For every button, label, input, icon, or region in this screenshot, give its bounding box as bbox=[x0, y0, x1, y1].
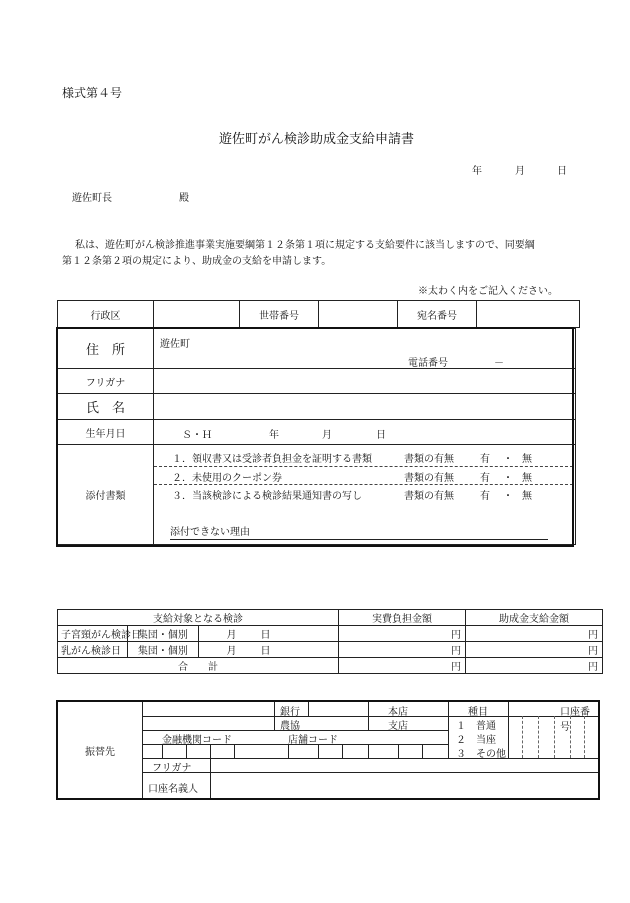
grid-line bbox=[422, 744, 423, 758]
date-day: 日 bbox=[557, 166, 567, 177]
grid-line bbox=[342, 744, 343, 758]
furigana-label: フリガナ bbox=[58, 369, 154, 394]
exam-month: 月 bbox=[226, 646, 237, 657]
page-title: 遊佐町がん検診助成金支給申請書 bbox=[219, 132, 415, 147]
grid-line bbox=[368, 744, 369, 758]
branch-code-label: 店舗コード bbox=[288, 735, 338, 746]
exam-month: 月 bbox=[226, 630, 237, 641]
exam-subsidy-field[interactable]: 円 bbox=[466, 642, 603, 658]
grid-line bbox=[288, 744, 289, 758]
phone-label: 電話番号 bbox=[408, 358, 448, 369]
body-line-2: 第１２条第２項の規定により、助成金の支給を申請します。 bbox=[62, 256, 332, 267]
body-line-1: 私は、遊佐町がん検診推進事業実施要綱第１２条第１項に規定する支給要件に該当しますので、同要綱 bbox=[75, 240, 535, 251]
exam-cost-field[interactable]: 円 bbox=[339, 642, 466, 658]
account-number-label: 口座番号 bbox=[560, 707, 590, 733]
exam-header-target: 支給対象となる検診 bbox=[58, 610, 339, 626]
account-type-option[interactable]: ２ 当座 bbox=[456, 735, 496, 746]
district-field[interactable] bbox=[154, 301, 240, 328]
total-label: 合 計 bbox=[58, 658, 339, 674]
attachment-question: 書類の有無 bbox=[404, 473, 454, 484]
attachment-text: １．領収書又は受診者負担金を証明する書類 bbox=[172, 454, 372, 465]
branch-label[interactable]: 支店 bbox=[388, 721, 408, 732]
attachment-yes[interactable]: 有 bbox=[480, 473, 490, 484]
grid-line bbox=[448, 702, 449, 758]
birthdate-label: 生年月日 bbox=[58, 420, 154, 445]
household-label: 世帯番号 bbox=[240, 301, 319, 328]
birth-year-label: 年 bbox=[269, 430, 279, 441]
attachment-text: ３．当該検診による検診結果通知書の写し bbox=[172, 491, 362, 502]
transfer-label: 振替先 bbox=[58, 702, 143, 798]
attachment-yes[interactable]: 有 bbox=[480, 454, 490, 465]
attachment-yes[interactable]: 有 bbox=[480, 491, 490, 502]
grid-line bbox=[398, 744, 399, 758]
exam-name: 子宮頸がん検診日 bbox=[58, 626, 128, 642]
exam-cost-field[interactable]: 円 bbox=[339, 626, 466, 642]
birth-month-label: 月 bbox=[322, 430, 332, 441]
reason-field[interactable] bbox=[170, 523, 548, 540]
total-cost-field[interactable]: 円 bbox=[339, 658, 466, 674]
holder-section bbox=[142, 758, 598, 798]
digit-divider bbox=[522, 716, 523, 758]
grid-line bbox=[274, 702, 275, 730]
exam-header-cost: 実費負担金額 bbox=[339, 610, 466, 626]
grid-line bbox=[368, 716, 448, 717]
name-field[interactable] bbox=[154, 394, 576, 420]
household-field[interactable] bbox=[319, 301, 398, 328]
head-office-label[interactable]: 本店 bbox=[388, 707, 408, 718]
exam-day: 日 bbox=[260, 646, 271, 657]
attachments-label: 添付書類 bbox=[58, 445, 154, 545]
phone-separator: － bbox=[494, 358, 504, 369]
furigana-field[interactable] bbox=[154, 369, 576, 394]
exam-type[interactable]: 集団・個別 bbox=[128, 642, 198, 658]
birthdate-field[interactable] bbox=[154, 420, 576, 445]
account-type-option[interactable]: １ 普通 bbox=[456, 721, 496, 732]
birth-day-label: 日 bbox=[376, 430, 386, 441]
attachment-row bbox=[172, 469, 572, 483]
holder-name-label: 口座名義人 bbox=[148, 784, 198, 795]
date-month: 月 bbox=[515, 166, 525, 177]
attachment-no[interactable]: 無 bbox=[522, 491, 532, 502]
exam-date[interactable] bbox=[198, 642, 339, 658]
name-label: 氏 名 bbox=[58, 394, 154, 420]
exam-name: 乳がん検診日 bbox=[58, 642, 128, 658]
exam-type[interactable]: 集団・個別 bbox=[128, 626, 198, 642]
attachments-field bbox=[154, 445, 576, 545]
attachment-row bbox=[172, 450, 572, 464]
reason-label: 添付できない理由 bbox=[170, 527, 250, 538]
bank-label[interactable]: 銀行 bbox=[280, 707, 300, 718]
digit-divider bbox=[538, 716, 539, 758]
grid-line bbox=[186, 744, 187, 758]
attachment-dot: ・ bbox=[503, 491, 513, 502]
agri-label[interactable]: 農協 bbox=[280, 721, 300, 732]
dashed-divider bbox=[154, 466, 573, 467]
attachment-question: 書類の有無 bbox=[404, 454, 454, 465]
exam-subsidy-field[interactable]: 円 bbox=[466, 626, 603, 642]
attachment-row bbox=[172, 487, 572, 501]
account-type-label: 種目 bbox=[468, 707, 488, 718]
dashed-divider bbox=[154, 484, 573, 485]
date-year: 年 bbox=[472, 166, 482, 177]
form-number: 様式第４号 bbox=[62, 86, 123, 100]
grid-line bbox=[234, 744, 235, 758]
attachment-no[interactable]: 無 bbox=[522, 473, 532, 484]
account-type-option[interactable]: ３ その他 bbox=[456, 749, 506, 760]
grid-line bbox=[368, 702, 369, 730]
bank-block bbox=[56, 700, 600, 800]
recipient-label: 宛名番号 bbox=[398, 301, 477, 328]
institution-code-label: 金融機関コード bbox=[162, 735, 232, 746]
address-label: 住 所 bbox=[58, 329, 154, 369]
attachment-no[interactable]: 無 bbox=[522, 454, 532, 465]
total-subsidy-field[interactable]: 円 bbox=[466, 658, 603, 674]
bank-grid bbox=[142, 702, 598, 758]
addressee-honorific: 殿 bbox=[179, 193, 189, 204]
applicant-table bbox=[57, 328, 576, 545]
exam-date[interactable] bbox=[198, 626, 339, 642]
grid-line bbox=[318, 744, 319, 758]
address-field[interactable] bbox=[154, 329, 576, 369]
recipient-field[interactable] bbox=[477, 301, 580, 328]
era-label: Ｓ・Ｈ bbox=[182, 430, 212, 441]
district-label: 行政区 bbox=[58, 301, 154, 328]
holder-name-field[interactable] bbox=[211, 773, 597, 798]
grid-line bbox=[508, 702, 509, 758]
attachment-dot: ・ bbox=[503, 473, 513, 484]
address-value: 遊佐町 bbox=[160, 339, 190, 350]
grid-line bbox=[162, 744, 163, 758]
grid-line bbox=[142, 716, 368, 717]
grid-line bbox=[210, 744, 211, 758]
exam-day: 日 bbox=[260, 630, 271, 641]
fill-note: ※太わく内をご記入ください。 bbox=[418, 286, 558, 297]
attachment-dot: ・ bbox=[503, 454, 513, 465]
addressee-name: 遊佐町長 bbox=[72, 193, 112, 204]
exam-table bbox=[57, 609, 603, 674]
grid-line bbox=[308, 702, 309, 716]
digit-divider bbox=[554, 716, 555, 758]
admin-id-row bbox=[57, 300, 580, 328]
holder-furigana-field[interactable] bbox=[211, 758, 597, 772]
exam-header-subsidy: 助成金支給金額 bbox=[466, 610, 603, 626]
attachment-question: 書類の有無 bbox=[404, 491, 454, 502]
holder-furigana-label: フリガナ bbox=[152, 763, 192, 774]
attachment-text: ２．未使用のクーポン券 bbox=[172, 473, 282, 484]
